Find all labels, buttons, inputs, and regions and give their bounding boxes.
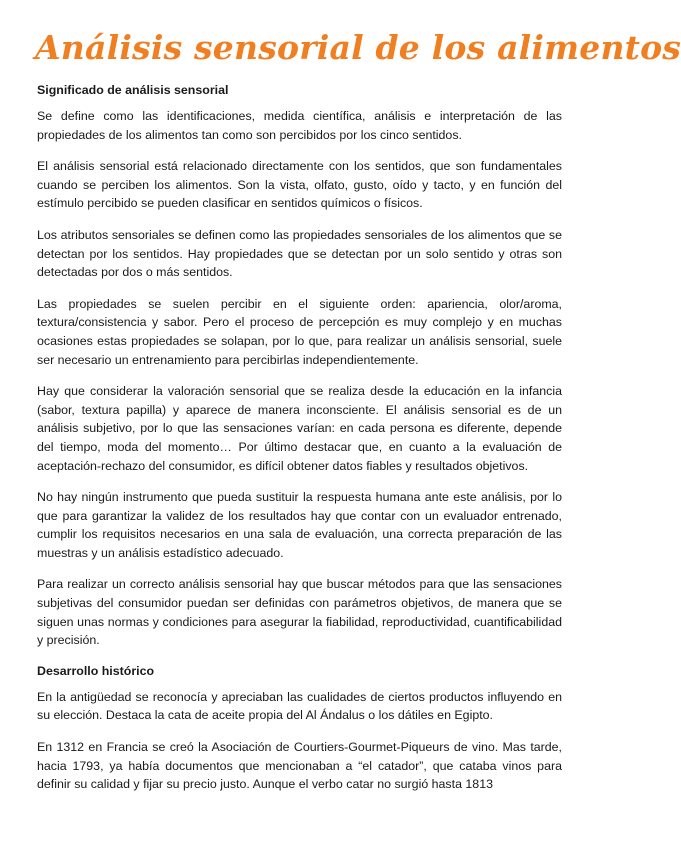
paragraph: En la antigüedad se reconocía y apreciaban las cualidades de ciertos productos influyendo en su elección. Destaca la cata de aceite propia del Al Ándalus o los dátiles en Egipto. (37, 689, 562, 723)
paragraph: No hay ningún instrumento que pueda sustituir la respuesta humana ante este análisis, por lo que para garantizar la validez de los resultados hay que contar con un evaluador entrenado, cumplir los requisitos necesarios en una sala de evaluación, una correcta preparación de las muestras y un análisis estadístico adecuado. (37, 490, 562, 560)
document-title: Análisis sensorial de los alimentos (35, 28, 681, 67)
paragraph: El análisis sensorial está relacionado directamente con los sentidos, que son fundamentales cuando se perciben los alimentos. Son la vista, olfato, gusto, oído y tacto, y en función del estímulo percibido se pueden clasificar en sentidos químicos o físicos. (37, 159, 562, 211)
paragraph: Las propiedades se suelen percibir en el siguiente orden: apariencia, olor/aroma, textura/consistencia y sabor. Pero el proceso de percepción es muy complejo y en muchas ocasiones estas propiedades se solapan, por lo que, para realizar un análisis sensorial, suele ser necesario un entrenamiento para percibirlas independientemente. (37, 296, 562, 367)
paragraph: Se define como las identificaciones, medida científica, análisis e interpretación de las propiedades de los alimentos tan como son percibidos por los cinco sentidos. (37, 109, 562, 142)
section-heading: Desarrollo histórico (37, 663, 155, 678)
section-heading: Significado de análisis sensorial (37, 83, 229, 97)
section-significado (37, 82, 562, 650)
paragraph: Hay que considerar la valoración sensorial que se realiza desde la educación en la infancia (sabor, textura papilla) y aparece de manera inconsciente. El análisis sensorial es de un análisis subjetivo, por lo que las sensaciones varían: en cada persona es diferente, depende del tiempo, moda del momento… Por último destacar que, en cuanto a la evaluación de aceptación-rechazo del consumidor, es difícil obtener datos fiables y resultados objetivos. (37, 384, 562, 473)
paragraph: Los atributos sensoriales se definen como las propiedades sensoriales de los alimentos que se detectan por los sentidos. Hay propiedades que se detectan por un solo sentido y otras son detectadas por dos o más sentidos. (37, 227, 562, 280)
section-desarrollo (37, 663, 562, 794)
paragraph: En 1312 en Francia se creó la Asociación de Courtiers-Gourmet-Piqueurs de vino. Mas tarde, hacia 1793, ya había documentos que mencionaban a “el catador”, que cataba vinos para definir su calidad y fijar su precio justo. Aunque el verbo catar no surgió hasta 1813 (37, 740, 562, 792)
paragraph: Para realizar un correcto análisis sensorial hay que buscar métodos para que las sensaciones subjetivas del consumidor puedan ser definidas con parámetros objetivos, de manera que se siguen unas normas y condiciones para asegurar la fiabilidad, reproductividad, cuantificabilidad y precisión. (37, 577, 562, 648)
